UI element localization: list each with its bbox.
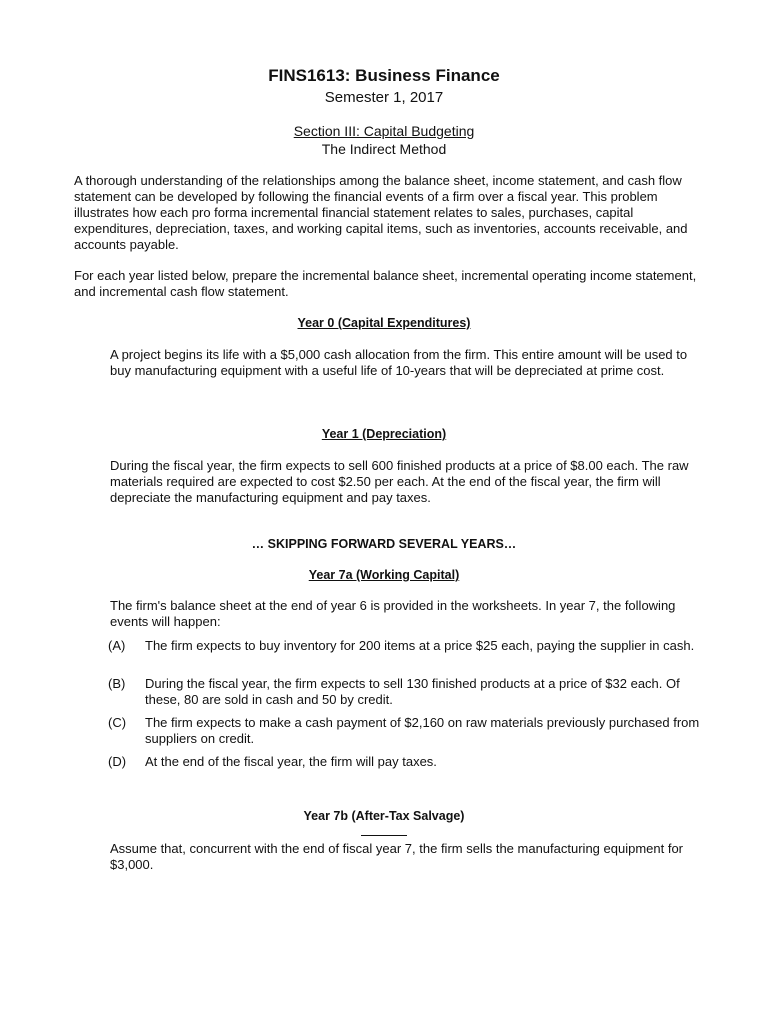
intro-paragraph-1: A thorough understanding of the relationships among the balance sheet, income statement, and cash flow statement can be developed by following the financial events of a firm over a fiscal year. This problem illustrates how each pro forma incremental financial statement relates to sales, purchases, capital expenditures, depreciation, taxes, and working capital items, such as inventories, accounts receivable, and accounts payable.	[74, 173, 688, 252]
item-label: (C)	[108, 715, 127, 730]
year7a-heading	[0, 568, 768, 582]
year7b-heading: Year 7b (After-Tax Salvage)	[303, 809, 465, 823]
item-text: The firm expects to make a cash payment of $2,160 on raw materials previously purchased from suppliers on credit.	[145, 715, 700, 746]
year1-heading-text: Year 1 (Depreciation)	[321, 427, 447, 441]
year1-heading	[0, 427, 768, 441]
year0-text: A project begins its life with a $5,000 cash allocation from the firm. This entire amount will be used to buy manufacturing equipment with a useful life of 10-years that will be depreciated at prime cost.	[110, 347, 688, 378]
heading-underline-divider	[361, 835, 407, 836]
semester-label: Semester 1, 2017	[324, 89, 444, 106]
year1-text: During the fiscal year, the firm expects to sell 600 finished products at a price of $8.00 each. The raw materials required are expected to cost $2.50 per each. At the end of the fiscal year, the firm will depreciate the manufacturing equipment and pay taxes.	[110, 458, 689, 505]
item-label: (A)	[108, 638, 126, 653]
item-text: The firm expects to buy inventory for 200 items at a price $25 each, paying the supplier in cash.	[145, 638, 695, 653]
item-text: At the end of the fiscal year, the firm will pay taxes.	[145, 754, 437, 769]
section-title: Section III: Capital Budgeting	[293, 123, 475, 139]
year7a-heading-text: Year 7a (Working Capital)	[308, 568, 460, 582]
item-label: (D)	[108, 754, 127, 769]
item-label: (B)	[108, 676, 126, 691]
method-subtitle: The Indirect Method	[321, 141, 447, 157]
year0-heading	[0, 316, 768, 330]
year7b-text: Assume that, concurrent with the end of fiscal year 7, the firm sells the manufacturing equipment for $3,000.	[110, 841, 684, 872]
skip-forward-heading: … SKIPPING FORWARD SEVERAL YEARS…	[251, 537, 517, 551]
item-text: During the fiscal year, the firm expects to sell 130 finished products at a price of $32 each. Of these, 80 are sold in cash and 50 by credit.	[145, 676, 680, 707]
intro-paragraph-2: For each year listed below, prepare the incremental balance sheet, incremental operating income statement, and incremental cash flow statement.	[74, 268, 697, 299]
year0-heading-text: Year 0 (Capital Expenditures)	[297, 316, 471, 330]
year7a-intro: The firm's balance sheet at the end of year 6 is provided in the worksheets. In year 7, the following events will happen:	[110, 598, 676, 629]
document-title: FINS1613: Business Finance	[268, 66, 500, 85]
